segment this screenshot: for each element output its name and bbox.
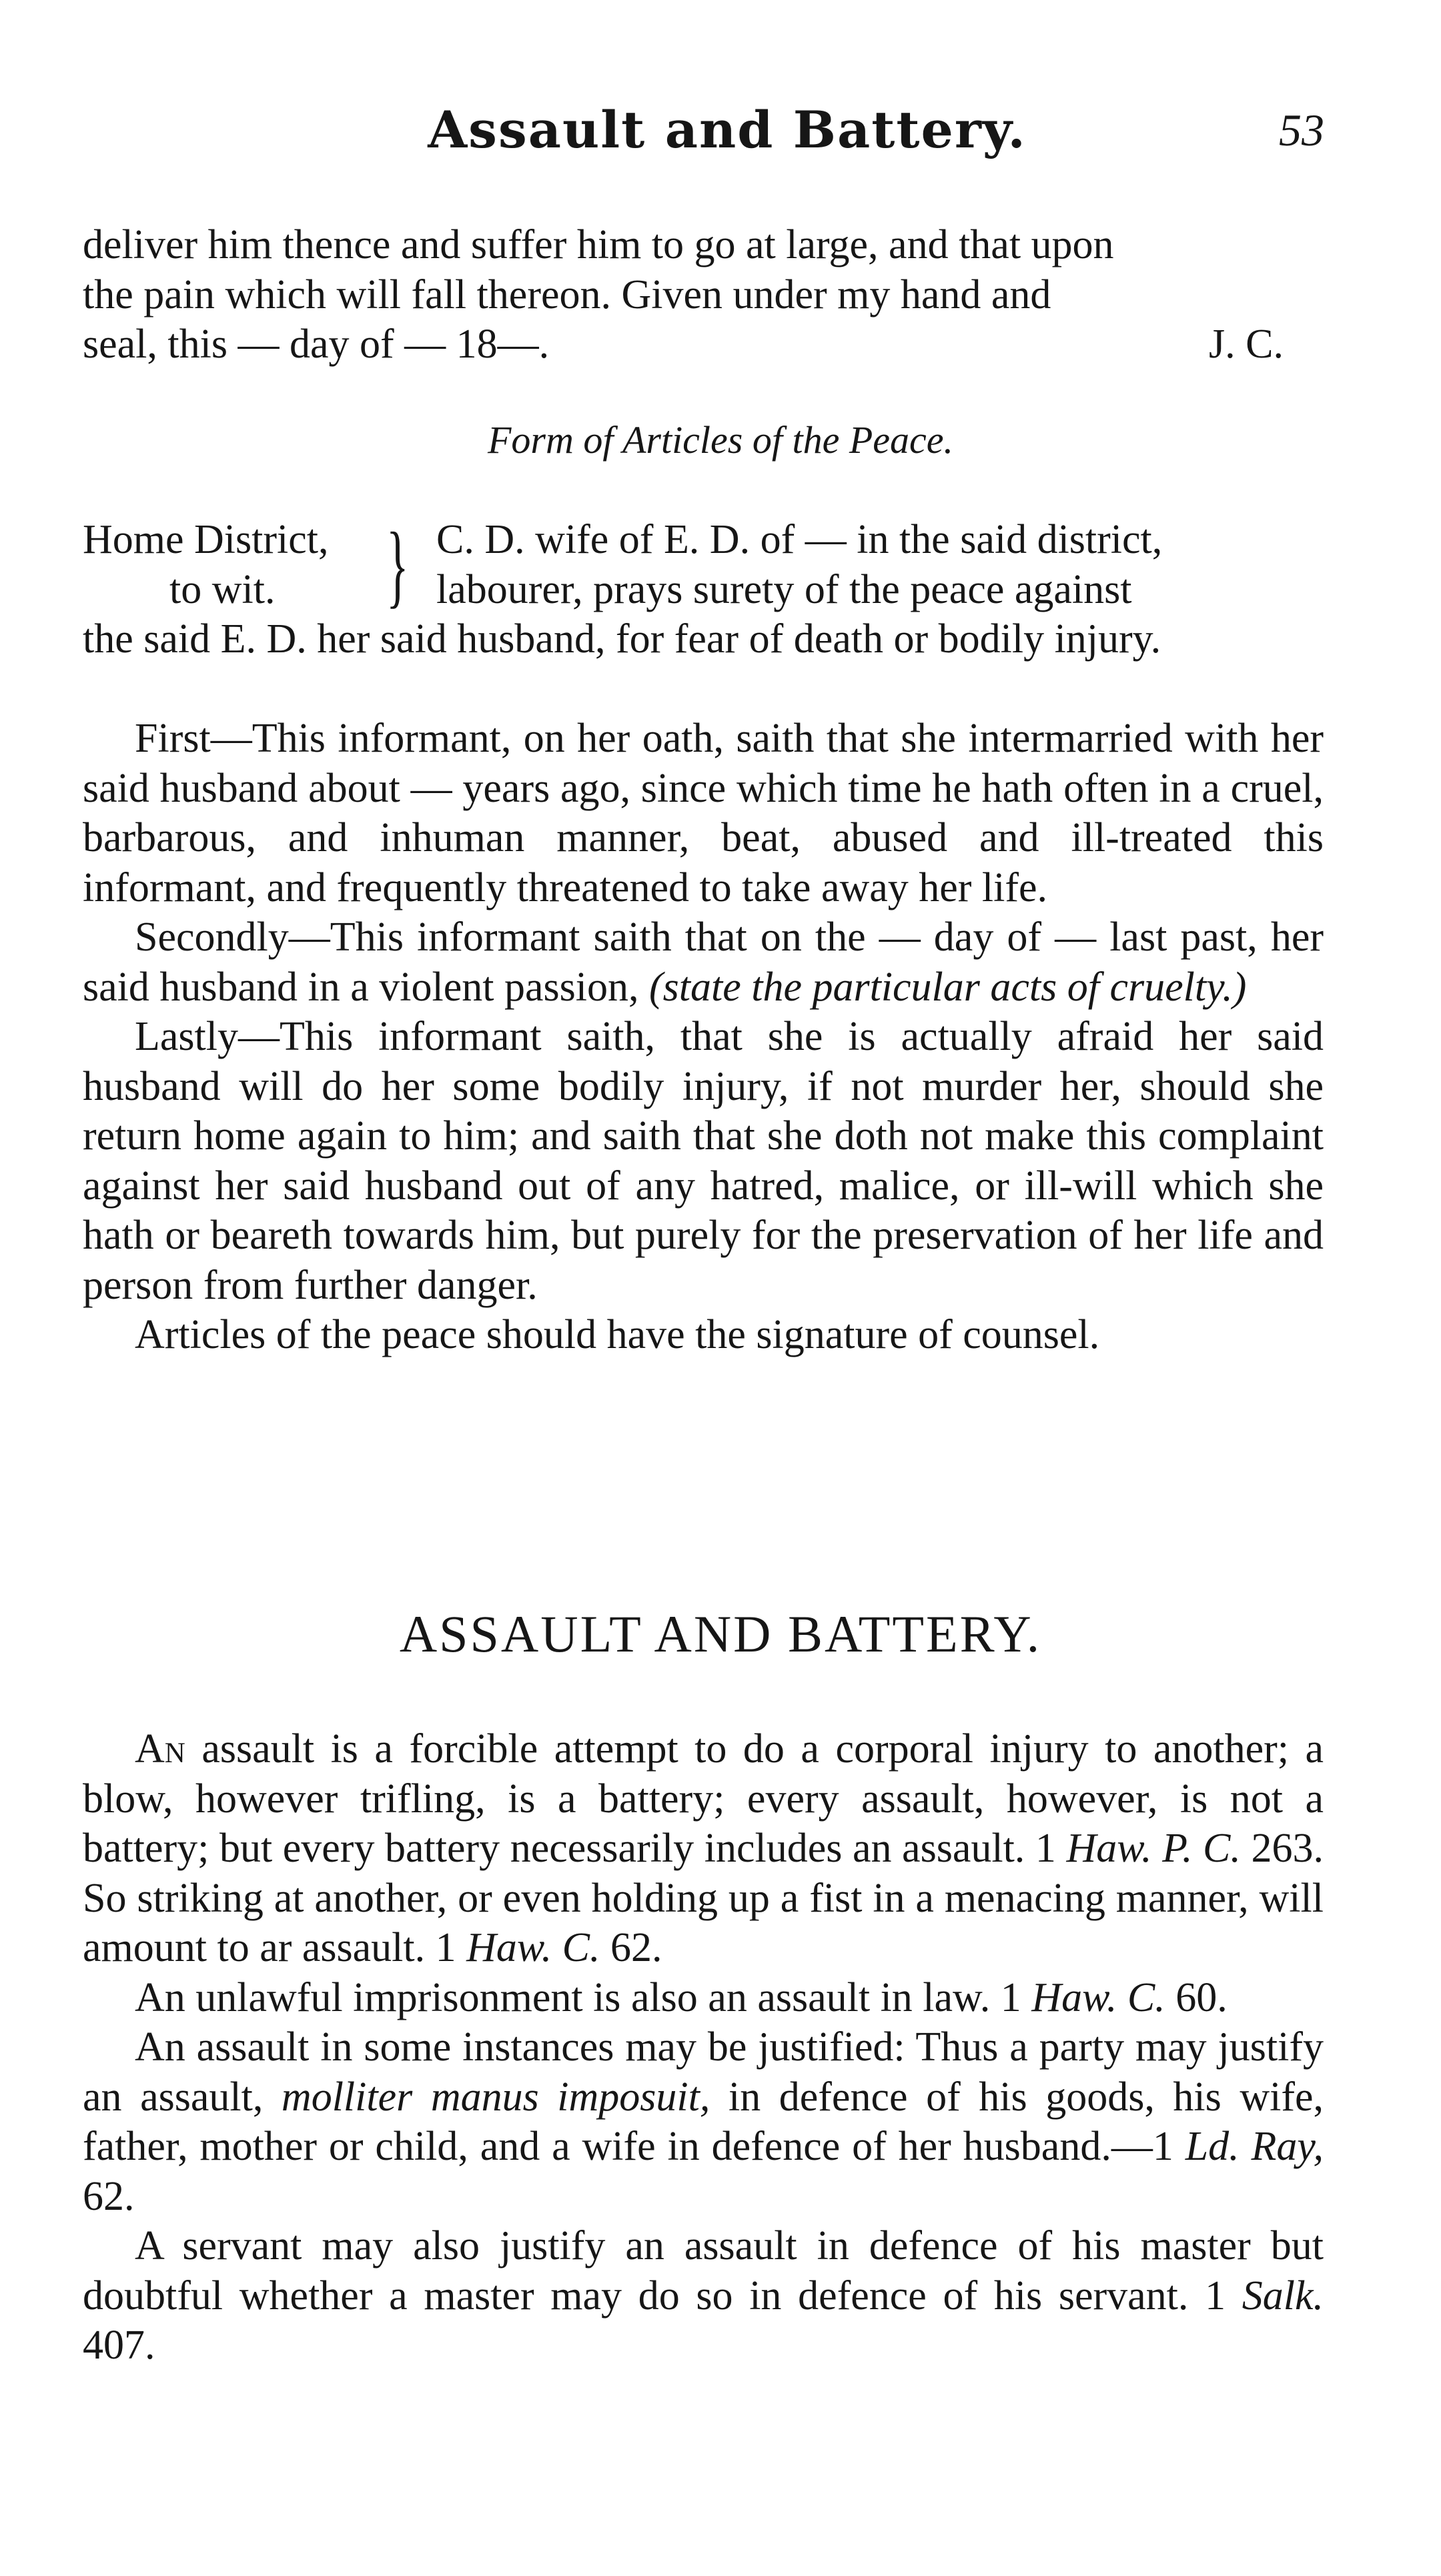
article-first: First—This informant, on her oath, saith that she intermarried with her said husband about — years ago, since which time he hath often in a cruel, barbarous, and inhuman manner, beat, abused and ill-treated this informant, and frequently threatened to take away her life. bbox=[83, 716, 1324, 910]
citation: Salk. bbox=[1242, 2273, 1324, 2319]
running-head-title: Assault and Battery. bbox=[428, 100, 1027, 159]
signature-note: Articles of the peace should have the signature of counsel. bbox=[135, 1312, 1100, 1357]
page-number: 53 bbox=[1279, 105, 1324, 155]
venue-row bbox=[83, 514, 1324, 617]
paragraph-text: in defence of his goods, his wife, father, mother or child, and a wife in defence of her husband.—1 bbox=[83, 2074, 1324, 2169]
articles-body bbox=[83, 714, 1324, 1360]
article-secondly bbox=[83, 912, 1324, 1012]
signatory-initials: J. C. bbox=[1209, 321, 1284, 367]
paragraph-text: 60. bbox=[1165, 1974, 1228, 2020]
form-heading: Form of Articles of the Peace. bbox=[488, 418, 953, 462]
section-body bbox=[83, 1724, 1324, 2371]
paragraph-text: assault is a forcible attempt to do a corporal injury to another; a blow, however trifling, is a battery; every assault, however, is not a battery; but every battery necessarily includes an assault. 1 bbox=[83, 1726, 1324, 1871]
citation: Haw. P. C. bbox=[1066, 1826, 1241, 1871]
latin-phrase: molliter manus imposuit, bbox=[281, 2074, 710, 2120]
paragraph-text: An unlawful imprisonment is also an assault in law. 1 bbox=[135, 1974, 1032, 2020]
text-line: the pain which will fall thereon. Given under my hand and bbox=[83, 271, 1051, 317]
section-title: ASSAULT AND BATTERY. bbox=[399, 1605, 1042, 1663]
running-head bbox=[0, 100, 1441, 180]
article-secondly-instruction: (state the particular acts of cruelty.) bbox=[648, 964, 1247, 1010]
venue-to-wit: to wit. bbox=[169, 566, 276, 612]
warrant-conclusion bbox=[83, 220, 1324, 370]
text-line: labourer, prays surety of the peace against bbox=[436, 566, 1132, 612]
dropcap-word: An bbox=[135, 1726, 185, 1772]
paragraph-text: 62. bbox=[83, 2173, 135, 2219]
signature-line bbox=[83, 319, 1324, 370]
text-line: seal, this — day of — 18—. bbox=[83, 321, 550, 367]
paragraph bbox=[83, 1973, 1324, 2023]
paragraph-text: 263. So striking at another, or even holding up a fist in a menacing manner, will amount to ar assault. 1 bbox=[83, 1826, 1324, 1970]
paragraph-text: A servant may also justify an assault in defence of his master but doubtful whether a master may do so in defence of his servant. 1 bbox=[83, 2223, 1324, 2319]
paragraph-text: An assault in some instances may be justified: Thus a party may justify an assault, bbox=[83, 2024, 1324, 2120]
venue-text bbox=[396, 515, 1324, 614]
citation: Haw. C. bbox=[1031, 1974, 1165, 2020]
brace-icon: } bbox=[386, 514, 409, 617]
venue-label bbox=[83, 514, 409, 617]
paragraph bbox=[83, 1724, 1324, 1973]
venue-block bbox=[83, 515, 1324, 664]
text-line: C. D. wife of E. D. of — in the said district, bbox=[436, 517, 1163, 562]
paragraph-text: 62. bbox=[600, 1925, 662, 1970]
article-lastly: Lastly—This informant saith, that she is actually afraid her said husband will do her some bodily injury, if not murder her, should she return home again to him; and saith that she doth not make this complaint against her said husband out of any hatred, malice, or ill-will which she hath or beareth towards him, but purely for the preservation of her life and person from further danger. bbox=[83, 1014, 1324, 1308]
citation: Ld. Ray, bbox=[1185, 2124, 1324, 2169]
paragraph-text: 407. bbox=[83, 2323, 155, 2368]
citation: Haw. C. bbox=[466, 1925, 600, 1970]
venue-continuation: the said E. D. her said husband, for fear of death or bodily injury. bbox=[83, 616, 1161, 662]
article-secondly-text: Secondly—This informant saith that on the — day of — last past, her said husband in a violent passion, bbox=[83, 914, 1324, 1010]
venue-district: Home District, bbox=[83, 517, 329, 562]
paragraph bbox=[83, 2221, 1324, 2371]
paragraph bbox=[83, 2022, 1324, 2221]
text-line: deliver him thence and suffer him to go at large, and that upon bbox=[83, 222, 1114, 267]
